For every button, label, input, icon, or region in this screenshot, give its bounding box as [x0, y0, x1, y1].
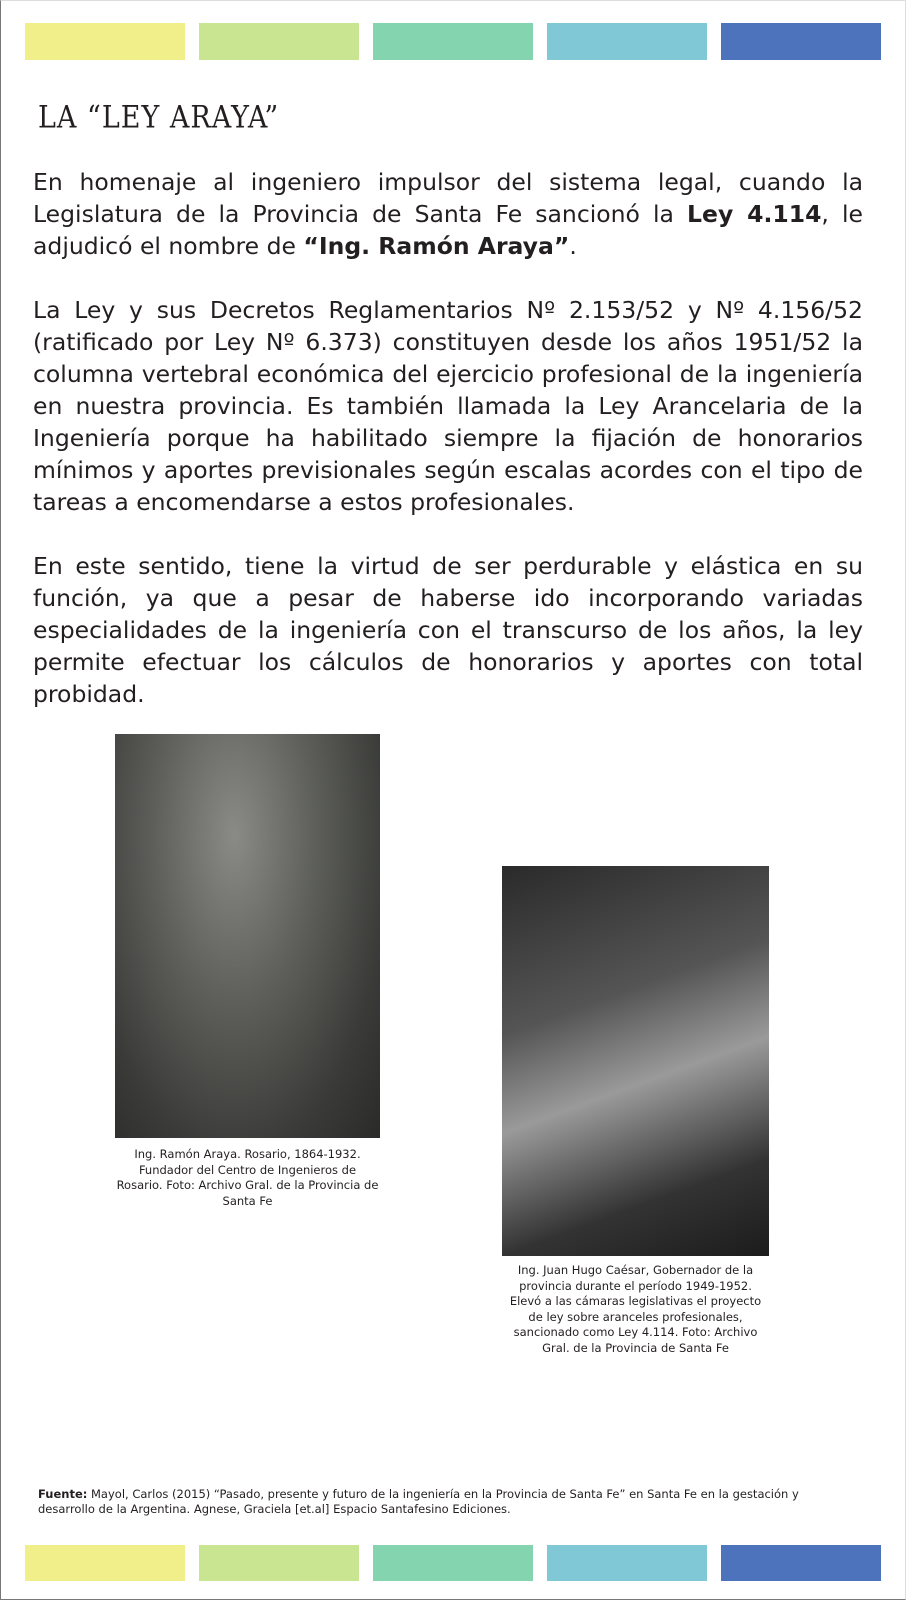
photo-caption: Ing. Ramón Araya. Rosario, 1864-1932. Fundador del Centro de Ingenieros de Rosario. Foto: Archivo Gral. de la Provincia de Santa Fe [116, 1147, 379, 1208]
photo-juan-hugo-caesar [502, 866, 769, 1256]
color-bar [721, 1545, 881, 1581]
source-citation [38, 1487, 858, 1517]
color-bar [721, 23, 881, 60]
color-bar [547, 23, 707, 60]
color-bar [199, 1545, 359, 1581]
color-bar [25, 1545, 185, 1581]
source-label: Fuente: [38, 1487, 88, 1501]
bottom-color-bars [25, 1545, 881, 1580]
photo-ramon-araya [115, 734, 380, 1138]
text: , le adjudicó el nombre de [33, 200, 863, 260]
color-bar [547, 1545, 707, 1581]
law-number: Ley 4.114 [687, 200, 822, 228]
photo-caption: Ing. Juan Hugo Caésar, Gobernador de la provincia durante el período 1949-1952. Elevó a las cámaras legislativas el proyecto de ley sobre aranceles profesionales, sancionado como Ley 4.114. Foto: Archivo Gral. de la Provincia de Santa Fe [509, 1263, 762, 1355]
paragraph-1 [33, 166, 863, 262]
paragraph-2: La Ley y sus Decretos Reglamentarios Nº 2.153/52 y Nº 4.156/52 (ratificado por Ley Nº 6.373) constituyen desde los años 1951/52 la columna vertebral económica del ejercicio profesional de la ingeniería en nuestra provincia. Es también llamada la Ley Arancelaria de la Ingeniería porque ha habilitado siempre la fijación de honorarios mínimos y aportes previsionales según escalas acordes con el tipo de tareas a encomendarse a estos profesionales. [33, 296, 863, 516]
color-bar [373, 1545, 533, 1581]
color-bar [199, 23, 359, 60]
page-title: LA “LEY ARAYA” [38, 100, 280, 136]
source-text: Mayol, Carlos (2015) “Pasado, presente y futuro de la ingeniería en la Provincia de Santa Fe” en Santa Fe en la gestación y desarrollo de la Argentina. Agnese, Graciela [et.al] Espacio Santafesino Ediciones. [38, 1487, 799, 1516]
color-bar [25, 23, 185, 60]
text: En homenaje al ingeniero impulsor del sistema legal, cuando la Legislatura de la Provincia de Santa Fe sancionó la [33, 168, 863, 228]
paragraph-3: En este sentido, tiene la virtud de ser perdurable y elástica en su función, ya que a pesar de haberse ido incorporando variadas especialidades de la ingeniería con el transcurso de los años, la ley permite efectuar los cálculos de honorarios y aportes con total probidad. [33, 552, 863, 708]
body-text [33, 166, 863, 742]
law-name: “Ing. Ramón Araya” [303, 232, 570, 260]
color-bar [373, 23, 533, 60]
text: . [569, 232, 577, 260]
top-color-bars [25, 23, 881, 60]
